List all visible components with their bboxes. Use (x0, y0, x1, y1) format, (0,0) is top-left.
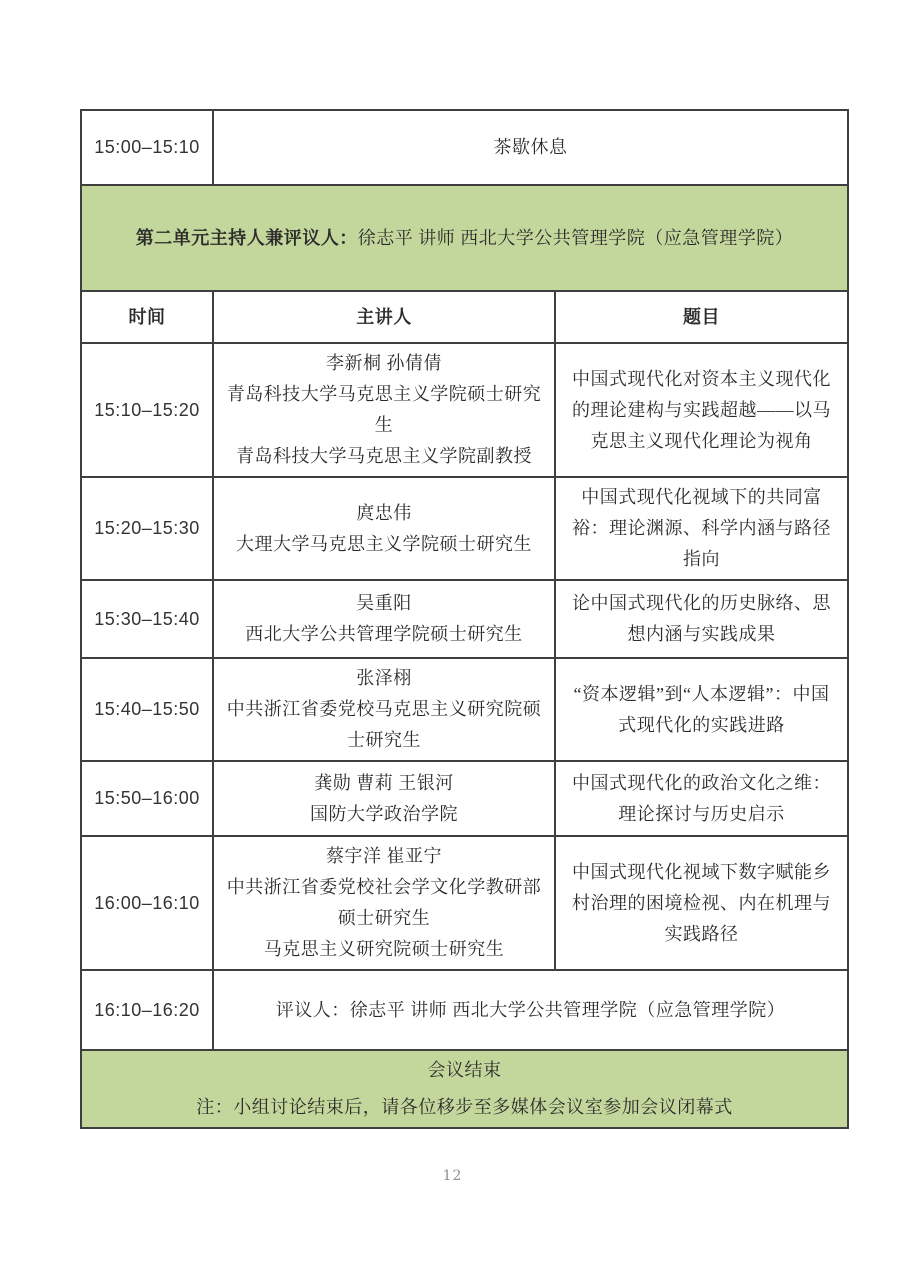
row2-speaker (213, 477, 555, 580)
speaker-line: 张泽栩 (356, 668, 412, 688)
page-number: 12 (442, 1168, 463, 1184)
row1-speaker (213, 343, 555, 477)
unit2-banner-lead: 第二单元主持人兼评议人： (135, 227, 358, 248)
speaker-line: 国防大学政治学院 (310, 803, 458, 824)
reviewer-text: 评议人：徐志平 讲师 西北大学公共管理学院（应急管理学院） (213, 970, 848, 1050)
row5-speaker (213, 761, 555, 836)
table-row (81, 580, 848, 658)
closing-banner-cell (81, 1050, 848, 1128)
unit2-banner-row (81, 185, 848, 291)
row4-title: “资本逻辑”到“人本逻辑”：中国式现代化的实践进路 (555, 658, 848, 761)
header-title: 题目 (555, 291, 848, 343)
speaker-line: 西北大学公共管理学院硕士研究生 (245, 624, 523, 644)
row3-time: 15:30–15:40 (81, 580, 213, 658)
speaker-line: 庹忠伟 (356, 502, 412, 523)
row4-speaker (213, 658, 555, 761)
speaker-line: 中共浙江省委党校马克思主义研究院硕士研究生 (226, 699, 542, 750)
tea-break-row (81, 110, 848, 185)
reviewer-time: 16:10–16:20 (81, 970, 213, 1050)
speaker-line: 李新桐 孙倩倩 (326, 353, 442, 373)
row1-time: 15:10–15:20 (81, 343, 213, 477)
speaker-line: 大理大学马克思主义学院硕士研究生 (236, 533, 532, 554)
speaker-line: 龚勋 曹莉 王银河 (314, 772, 454, 793)
unit2-banner-host: 徐志平 讲师 西北大学公共管理学院（应急管理学院） (357, 227, 794, 248)
table-row (81, 658, 848, 761)
closing-banner-title: 会议结束 (427, 1060, 502, 1080)
table-row (81, 477, 848, 580)
conference-schedule-table (80, 109, 849, 1129)
header-time: 时间 (81, 291, 213, 343)
speaker-line: 青岛科技大学马克思主义学院副教授 (236, 446, 532, 466)
row4-time: 15:40–15:50 (81, 658, 213, 761)
row6-title: 中国式现代化视域下数字赋能乡村治理的困境检视、内在机理与实践路径 (555, 836, 848, 970)
reviewer-row (81, 970, 848, 1050)
row6-speaker (213, 836, 555, 970)
row5-title: 中国式现代化的政治文化之维：理论探讨与历史启示 (555, 761, 848, 836)
speaker-line: 吴重阳 (356, 593, 412, 613)
speaker-line: 马克思主义研究院硕士研究生 (263, 939, 505, 959)
row3-title: 论中国式现代化的历史脉络、思想内涵与实践成果 (555, 580, 848, 658)
table-row (81, 761, 848, 836)
unit2-banner-cell (81, 185, 848, 291)
row5-time: 15:50–16:00 (81, 761, 213, 836)
closing-banner-row (81, 1050, 848, 1128)
row6-time: 16:00–16:10 (81, 836, 213, 970)
row2-title: 中国式现代化视域下的共同富裕：理论渊源、科学内涵与路径指向 (555, 477, 848, 580)
speaker-line: 中共浙江省委党校社会学文化学教研部硕士研究生 (226, 877, 542, 928)
table-row (81, 343, 848, 477)
closing-banner-note: 注：小组讨论结束后，请各位移步至多媒体会议室参加会议闭幕式 (196, 1097, 733, 1117)
table-header-row (81, 291, 848, 343)
speaker-line: 蔡宇洋 崔亚宁 (326, 846, 442, 866)
row1-title: 中国式现代化对资本主义现代化的理论建构与实践超越——以马克思主义现代化理论为视角 (555, 343, 848, 477)
tea-break-label: 茶歇休息 (213, 110, 848, 185)
table-row (81, 836, 848, 970)
header-speaker: 主讲人 (213, 291, 555, 343)
speaker-line: 青岛科技大学马克思主义学院硕士研究生 (226, 384, 542, 435)
tea-break-time: 15:00–15:10 (81, 110, 213, 185)
row3-speaker (213, 580, 555, 658)
row2-time: 15:20–15:30 (81, 477, 213, 580)
